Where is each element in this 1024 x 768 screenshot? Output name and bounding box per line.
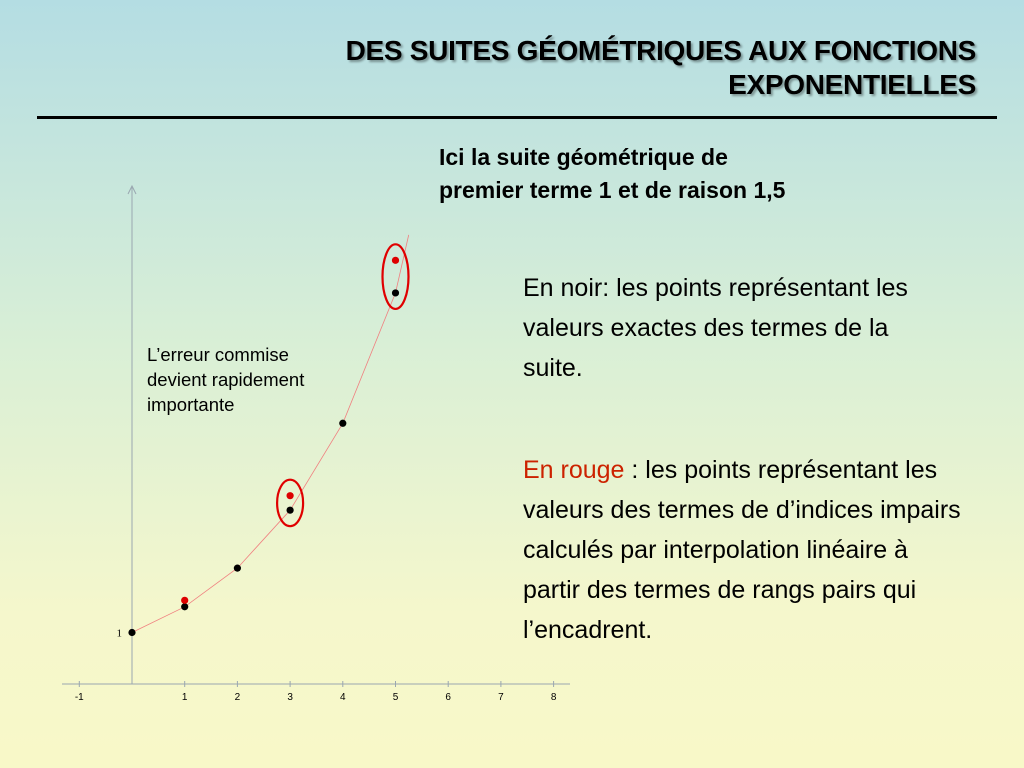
exact-point: [287, 507, 294, 514]
title-line-2: EXPONENTIELLES: [728, 69, 976, 100]
exponential-curve: [132, 235, 409, 633]
exact-point: [181, 603, 188, 610]
x-tick-label: -1: [74, 692, 84, 703]
black-points-note: En noir: les points représentant les valeurs exactes des termes de la suite.: [523, 274, 908, 382]
exact-point: [234, 565, 241, 572]
x-tick-label: 7: [498, 692, 504, 703]
x-tick-label: 6: [445, 692, 451, 703]
interpolated-point: [287, 492, 294, 499]
y-tick-label-1: 1: [116, 627, 122, 640]
exact-point: [392, 289, 399, 296]
x-tick-label: 8: [550, 692, 557, 703]
x-tick-label: 5: [392, 692, 399, 703]
x-tick-label: 2: [234, 692, 241, 703]
highlight-ellipse: [277, 480, 303, 526]
error-line-3: importante: [147, 394, 235, 415]
heading-line-1: Ici la suite géométrique de: [439, 144, 728, 170]
x-tick-label: 1: [181, 692, 188, 703]
interpolated-point: [392, 257, 399, 264]
exact-point: [339, 420, 346, 427]
error-line-1: L’erreur commise: [147, 344, 289, 365]
error-line-2: devient rapidement: [147, 369, 305, 390]
exact-point: [128, 629, 135, 636]
x-tick-label: 4: [340, 692, 346, 703]
x-tick-label: 3: [287, 692, 293, 703]
interpolated-point: [181, 597, 188, 604]
title-line-1: DES SUITES GÉOMÉTRIQUES AUX FONCTIONS: [345, 35, 976, 66]
red-note-rest: : les points représentant les valeurs des termes de d’indices impairs calculés par interpolation linéaire à partir des termes de rangs pairs qui l’encadrent.: [523, 456, 961, 644]
red-highlight: En rouge: [523, 456, 625, 484]
heading-line-2: premier terme 1 et de raison 1,5: [439, 177, 786, 203]
highlight-ellipse: [383, 244, 409, 309]
